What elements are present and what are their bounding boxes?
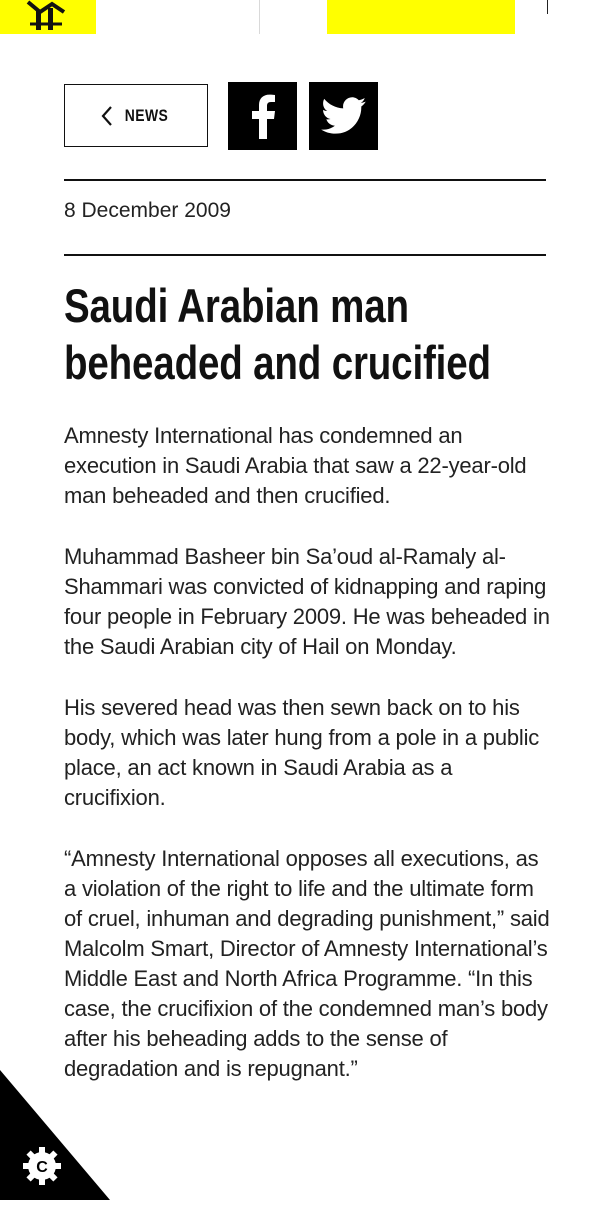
back-to-news-label: NEWS xyxy=(124,105,168,125)
facebook-icon xyxy=(249,93,277,139)
menu-divider xyxy=(547,0,548,14)
twitter-share-button[interactable] xyxy=(309,82,378,150)
top-divider xyxy=(259,0,260,34)
cookie-settings-icon xyxy=(0,1070,110,1200)
amnesty-logo[interactable] xyxy=(0,0,96,34)
paragraph: His severed head was then sewn back on to his body, which was later hung from a pole in a public place, an act known in Saudi Arabia as a crucifixion. xyxy=(64,695,540,810)
facebook-share-button[interactable] xyxy=(228,82,297,150)
top-bar xyxy=(0,0,610,36)
article-headline xyxy=(64,277,523,391)
chevron-left-icon xyxy=(100,105,114,127)
article-date: 8 December 2009 xyxy=(64,199,231,222)
svg-text:C: C xyxy=(36,1159,48,1176)
divider xyxy=(64,254,546,256)
headline-line-2: beheaded and crucified xyxy=(64,336,491,389)
paragraph: “Amnesty International opposes all executions, as a violation of the right to life and the ultimate form of cruel, inhuman and degrading punishment,” said Malcolm Smart, Director of Amnesty International’s Middle East and North Africa Programme. “In this case, the crucifixion of the condemned man’s body after his beheading adds to the sense of degradation and is repugnant.” xyxy=(64,846,550,1081)
paragraph: Amnesty International has condemned an execution in Saudi Arabia that saw a 22-year-old man beheaded and then crucified. xyxy=(64,423,527,508)
donate-button[interactable] xyxy=(327,0,515,34)
amnesty-candle-logo-icon xyxy=(22,0,70,30)
paragraph: Muhammad Basheer bin Sa’oud al-Ramaly al-Shammari was convicted of kidnapping and raping four people in February 2009. He was beheaded in the Saudi Arabian city of Hail on Monday. xyxy=(64,544,550,659)
headline-line-1: Saudi Arabian man xyxy=(64,279,409,332)
twitter-icon xyxy=(321,97,367,135)
article-body xyxy=(64,421,554,1115)
cookie-settings-button[interactable] xyxy=(0,1070,110,1200)
back-to-news-button[interactable] xyxy=(64,84,208,147)
divider xyxy=(64,179,546,181)
